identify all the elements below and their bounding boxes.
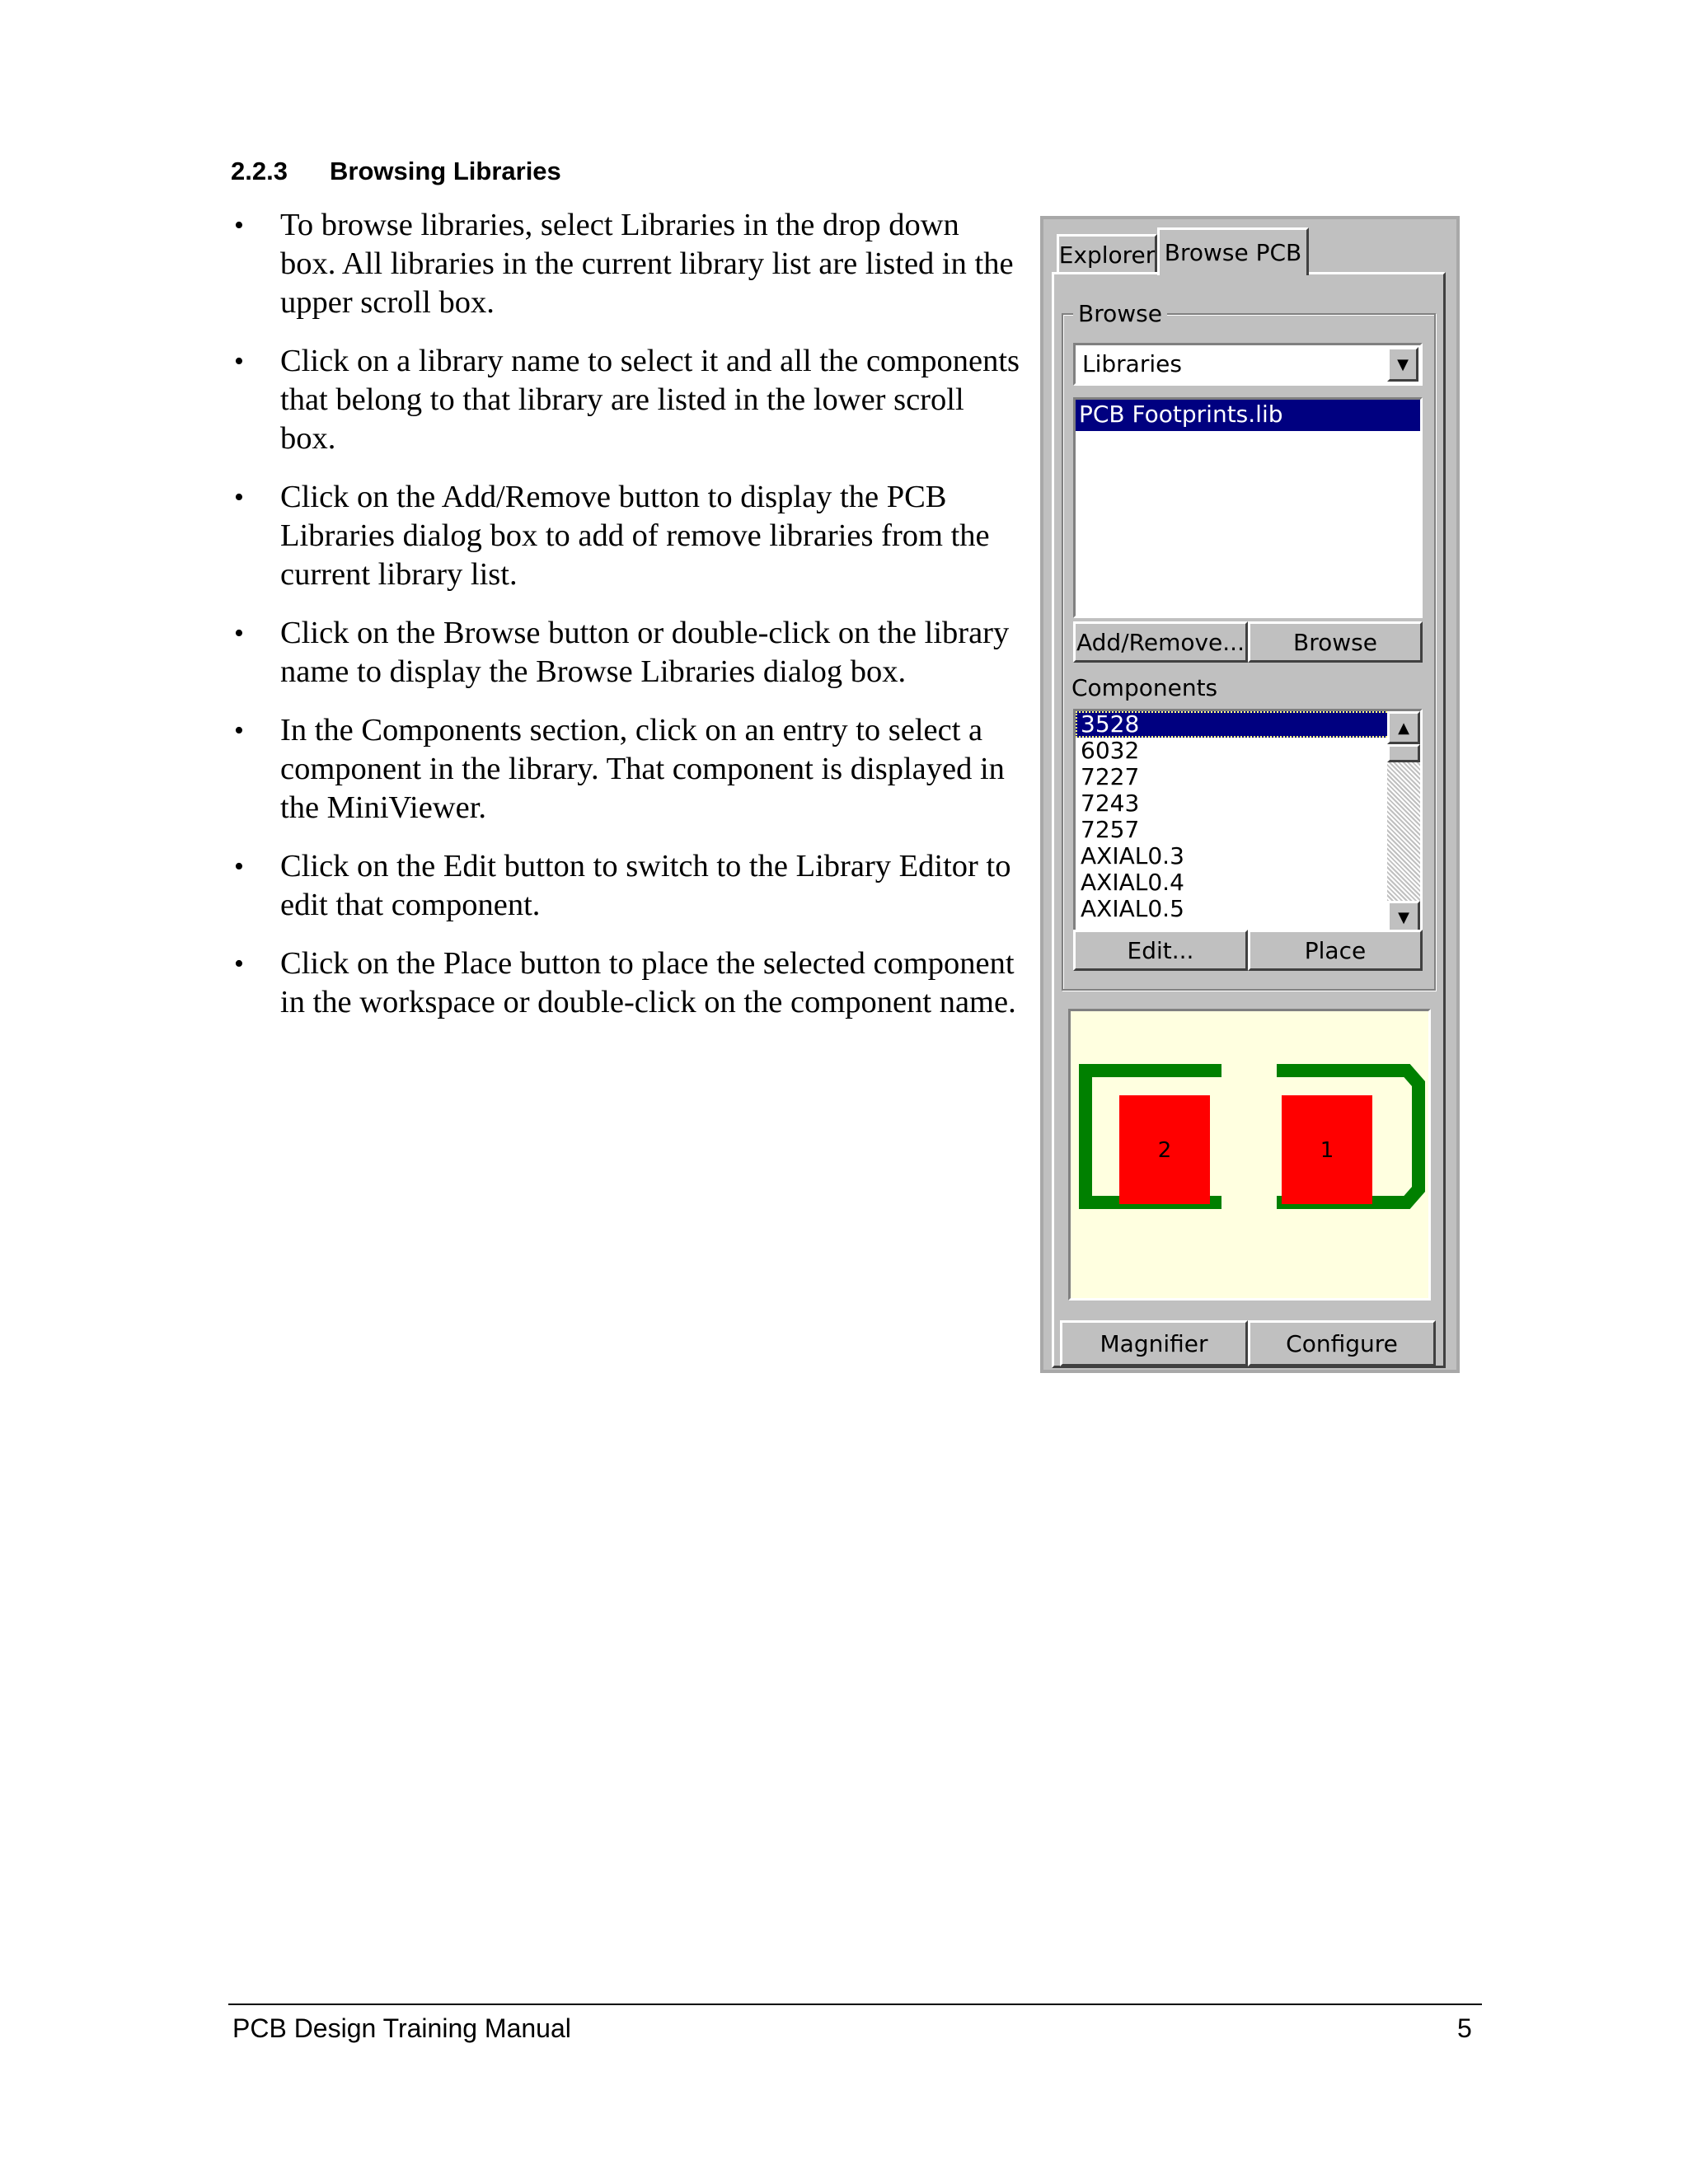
footer-title: PCB Design Training Manual [232,2013,571,2043]
browse-button[interactable]: Browse [1248,621,1423,663]
bullet-item [231,944,1022,1022]
browse-mode-value: Libraries [1082,350,1182,377]
add-remove-button[interactable]: Add/Remove... [1073,621,1248,663]
browse-pcb-panel [1040,216,1460,1373]
pad-1-label: 1 [1320,1138,1334,1163]
bullet-text: Click on the Browse button or double-click on the library name to display the Browse Libraries dialog box. [280,616,1010,689]
tab-browse-pcb[interactable]: Browse PCB [1157,227,1309,275]
configure-button[interactable]: Configure [1248,1320,1436,1366]
edit-button[interactable]: Edit... [1073,930,1248,971]
section-number: 2.2.3 [231,157,288,185]
browse-mode-dropdown[interactable] [1073,343,1423,386]
footer-divider [228,2004,1482,2005]
component-item[interactable]: AXIAL0.5 [1081,895,1184,922]
pad-2-label: 2 [1157,1138,1172,1163]
place-button[interactable]: Place [1248,930,1423,971]
miniviewer [1068,1009,1431,1301]
bullet-icon: • [234,482,244,513]
component-item[interactable]: 7227 [1081,763,1140,790]
bullet-item [231,847,1022,925]
scroll-thumb[interactable] [1387,744,1420,762]
bullet-item [231,614,1022,691]
browse-group-label: Browse [1073,300,1167,327]
bullet-icon: • [234,210,244,241]
footprint-preview [1071,1011,1428,1298]
dropdown-arrow-icon[interactable]: ▼ [1387,347,1418,382]
bullet-text: Click on the Place button to place the selected component in the workspace or double-click on the component name. [280,946,1016,1019]
bullet-icon: • [234,618,244,649]
bullet-text: To browse libraries, select Libraries in the drop down box. All libraries in the current library list are listed in the upper scroll box. [280,208,1014,320]
tab-explorer[interactable]: Explorer [1057,234,1157,274]
bullet-item [231,342,1022,458]
library-list[interactable] [1073,397,1423,618]
component-item[interactable]: 3528 [1076,711,1420,738]
bullet-text: In the Components section, click on an entry to select a component in the library. That component is displayed in the MiniViewer. [280,713,1005,825]
section-heading [231,157,561,186]
components-scrollbar[interactable] [1387,711,1420,934]
bullet-icon: • [234,346,244,377]
magnifier-button[interactable]: Magnifier [1060,1320,1248,1366]
bullet-text: Click on the Edit button to switch to the Library Editor to edit that component. [280,849,1011,922]
component-item[interactable]: AXIAL0.3 [1081,842,1184,869]
bullet-item [231,478,1022,594]
instruction-list [231,206,1022,1042]
components-list[interactable] [1073,709,1423,936]
component-item[interactable]: 7243 [1081,790,1140,817]
component-item[interactable]: 6032 [1081,737,1140,764]
components-label: Components [1071,674,1218,701]
component-item[interactable]: AXIAL0.4 [1081,869,1184,896]
section-title: Browsing Libraries [330,157,561,185]
scroll-up-icon[interactable]: ▲ [1387,711,1420,744]
bullet-icon: • [234,851,244,882]
bullet-text: Click on the Add/Remove button to display the PCB Libraries dialog box to add of remove libraries from the current library list. [280,480,990,592]
bullet-item [231,206,1022,322]
bullet-icon: • [234,715,244,746]
scroll-down-icon[interactable]: ▼ [1387,901,1420,934]
library-item[interactable]: PCB Footprints.lib [1076,400,1420,431]
bullet-item [231,711,1022,827]
bullet-text: Click on a library name to select it and all the components that belong to that library are listed in the lower scroll box. [280,344,1020,456]
page-number: 5 [1457,2013,1472,2043]
bullet-icon: • [234,949,244,979]
component-item[interactable]: 7257 [1081,816,1140,843]
